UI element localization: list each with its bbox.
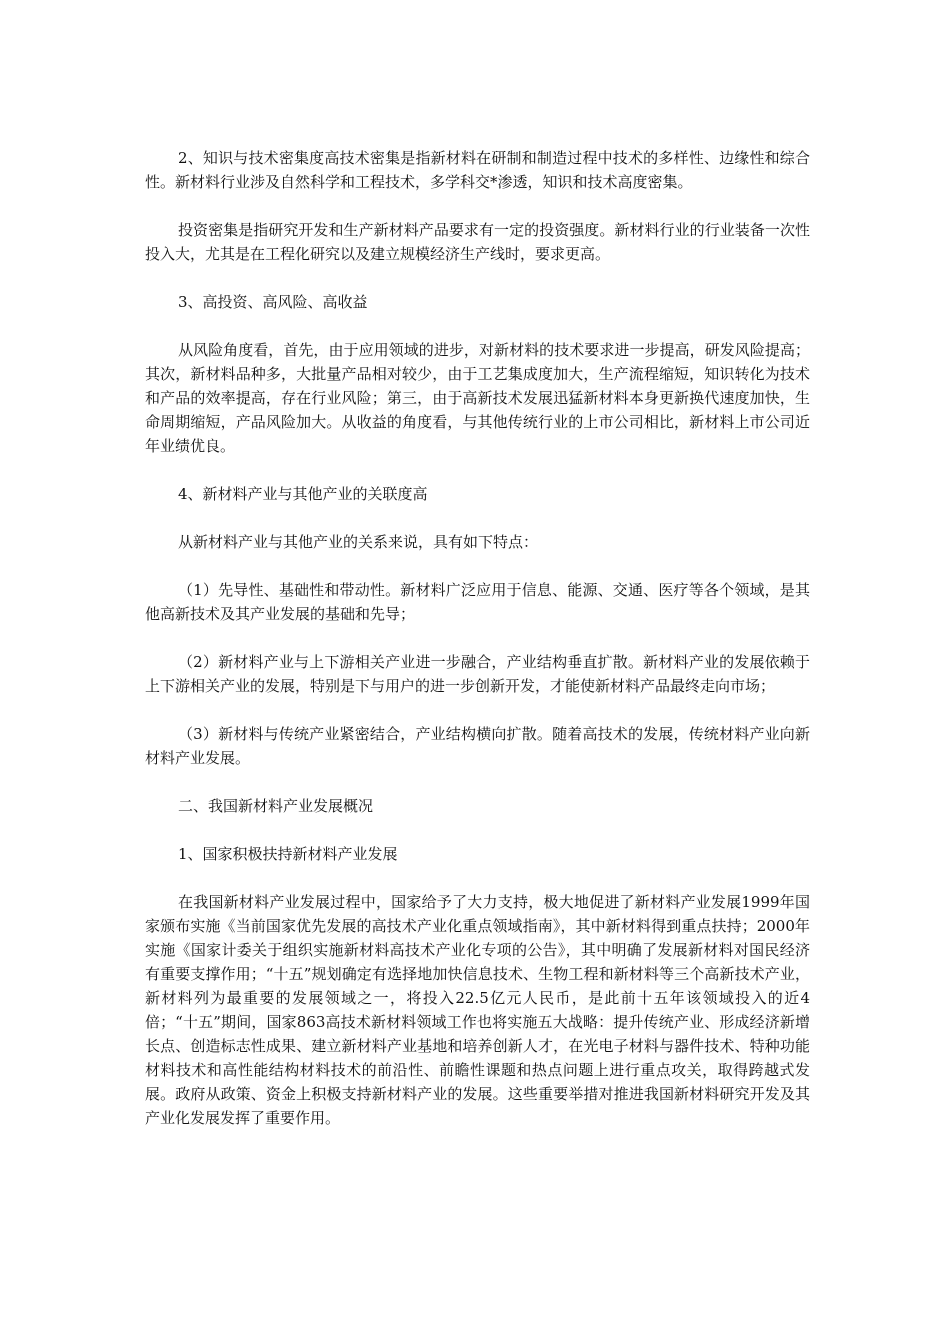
heading-state-support: 1、国家积极扶持新材料产业发展 [178,845,398,863]
paragraph-relationship-intro: 从新材料产业与其他产业的关系来说，具有如下特点： [178,533,539,551]
section-heading-overview: 二、我国新材料产业发展概况 [178,797,374,815]
document-page [145,146,810,1154]
list-item-vertical-diffusion: （2）新材料产业与上下游相关产业进一步融合，产业结构垂直扩散。新材料产业的发展依赖于上下游相关产业的发展，特别是下与用户的进一步创新开发，才能使新材料产品最终走向市场； [145,653,810,695]
list-item-leading-basic: （1）先导性、基础性和带动性。新材料广泛应用于信息、能源、交通、医疗等各个领域，是其他高新技术及其产业发展的基础和先导； [145,581,810,623]
list-item-horizontal-diffusion: （3）新材料与传统产业紧密结合，产业结构横向扩散。随着高技术的发展，传统材料产业向新材料产业发展。 [145,725,810,767]
heading-industry-correlation: 4、新材料产业与其他产业的关联度高 [178,485,428,503]
heading-high-investment-risk-return: 3、高投资、高风险、高收益 [178,293,368,311]
paragraph-state-support-detail: 在我国新材料产业发展过程中，国家给予了大力支持，极大地促进了新材料产业发展1999年国家颁布实施《当前国家优先发展的高技术产业化重点领域指南》，其中新材料得到重点扶持；2000年实施《国家计委关于组织实施新材料高技术产业化专项的公告》，其中明确了发展新材料对国民经济有重要支撑作用；“十五”规划确定有选择地加快信息技术、生物工程和新材料等三个高新技术产业，新材料列为最重要的发展领域之一，将投入22.5亿元人民币，是此前十五年该领域投入的近4倍；“十五”期间，国家863高技术新材料领域工作也将实施五大战略：提升传统产业、形成经济新增长点、创造标志性成果、建立新材料产业基地和培养创新人才，在光电子材料与器件技术、特种功能材料技术和高性能结构材料技术的前沿性、前瞻性课题和热点问题上进行重点攻关，取得跨越式发展。政府从政策、资金上积极支持新材料产业的发展。这些重要举措对推进我国新材料研究开发及其产业化发展发挥了重要作用。 [145,893,810,1127]
paragraph-investment-intensity: 投资密集是指研究开发和生产新材料产品要求有一定的投资强度。新材料行业的行业装备一次性投入大，尤其是在工程化研究以及建立规模经济生产线时，要求更高。 [145,221,810,263]
paragraph-risk-and-return: 从风险角度看，首先，由于应用领域的进步，对新材料的技术要求进一步提高，研发风险提高；其次，新材料品种多，大批量产品相对较少，由于工艺集成度加大，生产流程缩短，知识转化为技术和产品的效率提高，存在行业风险；第三，由于高新技术发展迅猛新材料本身更新换代速度加快，生命周期缩短，产品风险加大。从收益的角度看，与其他传统行业的上市公司相比，新材料上市公司近年业绩优良。 [145,341,810,455]
paragraph-knowledge-tech-intensity: 2、知识与技术密集度高技术密集是指新材料在研制和制造过程中技术的多样性、边缘性和综合性。新材料行业涉及自然科学和工程技术，多学科交*渗透，知识和技术高度密集。 [145,149,810,191]
